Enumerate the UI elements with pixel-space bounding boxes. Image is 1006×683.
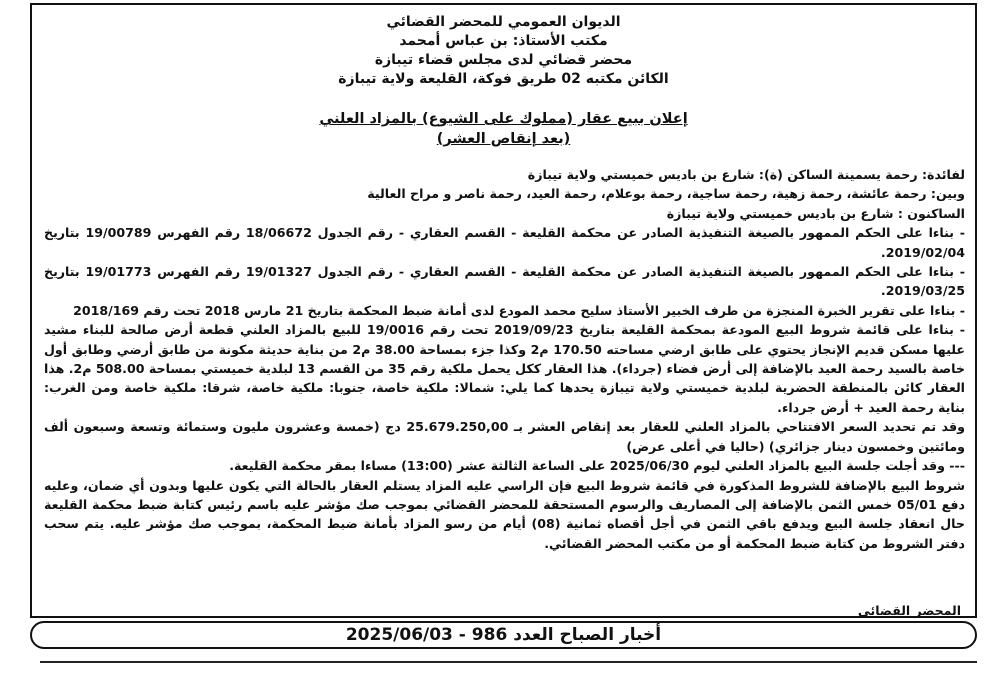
title-sub: (بعد إنقاص العشر) (436, 131, 571, 147)
residence-paragraph: الساكنون : شارع بن باديس خميستي ولاية تيبازة (666, 205, 965, 221)
header-line-3: محضر قضائي لدى مجلس قضاء تيبازة (374, 52, 633, 68)
parties-paragraph: وبين: رحمة عائشة، رحمة زهية، رحمة ساجية، رحمة بوعلام، رحمة العيد، رحمة ناصر و مراح العالية (367, 186, 965, 202)
notice-title (32, 109, 975, 149)
header-line-4: الكائن مكتبه 02 طريق فوكة، القليعة ولاية تيبازة (338, 71, 669, 87)
office-header (32, 13, 975, 89)
beneficiary-paragraph: لفائدة: رحمة يسمينة الساكن (ة): شارع بن باديس خميستي ولاية تيبازة (527, 167, 965, 182)
judgment-1-paragraph: - بناءا على الحكم الممهور بالصيغة التنفيذية الصادر عن محكمة القليعة - القسم العقاري - رقم الجدول 18/06672 رقم الفهرس 19/00789 بتاريخ 2019/02/04. (44, 225, 965, 260)
expert-report-paragraph: - بناءا على تقرير الخبرة المنجزة من طرف الخبير الأستاذ سليح محمد المودع لدى أمانة ضبط المحكمة بتاريخ 21 مارس 2018 تحت رقم 2018/169 (73, 302, 965, 318)
bottom-divider (40, 661, 977, 663)
sale-conditions-paragraph: شروط البيع بالإضافة للشروط المذكورة في قائمة شروط البيع فإن الراسي عليه المزاد يستلم العقار بالحالة التي يكون عليها وبدون أي ضمان، وعليه دفع 05/01 خمس الثمن بالإضافة إلى المصاريف والرسوم المستحقة للمحضر القضائي بموجب صك مؤشر عليه باسم رئيس كتابة ضبط محكمة القليعة حال انعقاد جلسة البيع ويدفع باقي الثمن في أجل أقصاه ثمانية (08) أيام من رسو المزاد بأمانة ضبط المحكمة، بموجب صك مؤشر عليه. يتم سحب دفتر الشروط من كتابة ضبط المحكمة أو من مكتب المحضر القضائي. (44, 477, 965, 551)
auction-date-paragraph: --- وقد أجلت جلسة البيع بالمزاد العلني ليوم 2025/06/30 على الساعة الثالثة عشر (13:00) مساءا بمقر محكمة القليعة. (229, 458, 965, 474)
property-description-paragraph: - بناءا على قائمة شروط البيع المودعة بمحكمة القليعة بتاريخ 2019/09/23 تحت رقم 19/0016 للبيع بالمزاد العلني قطعة أرض صالحة للبناء مشيد عليها مسكن قديم الإنجاز يحتوي على طابق ارضي مساحته 170.50 م2 وكذا جزء بمساحة 38.00 م2 من بناية حديثة مكونة من طابق أرضي وطابق أول خاصة بالسيد رحمة العيد بالإضافة إلى أرض فضاء (جرداء). هذا العقار ككل يحمل ملكية رقم 35 من القسم 13 لبلدية خميستي بمساحة 508.00 م2. هذا العقار كائن بالمنطقة الحضرية لبلدية خميستي ولاية تيبازة يحدها كما يلي: شمالا: ملكية خاصة، جنوبا: ملكية خاصة، شرقا: ملكية خاصة ومن الغرب: بناية رحمة العيد + أرض جرداء. (44, 322, 965, 415)
bailiff-signature: المحضر القضائي (857, 603, 961, 618)
header-line-1: الديوان العمومي للمحضر القضائي (386, 14, 621, 30)
opening-price-paragraph: وقد تم تحديد السعر الافتتاحي بالمزاد العلني للعقار بعد إنقاص العشر بـ 25.679.250,00 دج (خمسة وعشرون مليون وستمائة وتسعة وسبعون ألف ومائتين وخمسون دينار جزائري) (حاليا في أعلى عرض) (44, 419, 965, 454)
header-line-2: مكتب الأستاذ: بن عباس أمحمد (399, 33, 608, 49)
notice-body (44, 165, 965, 553)
title-main: إعلان ببيع عقار (مملوك على الشيوع) بالمزاد العلني (319, 111, 688, 127)
newspaper-footer: أخبار الصباح العدد 986 - 2025/06/03 (30, 621, 977, 649)
notice-frame (30, 3, 977, 618)
judgment-2-paragraph: - بناءا على الحكم الممهور بالصيغة التنفيذية الصادر عن محكمة القليعة - القسم العقاري - رقم الجدول 19/01327 رقم الفهرس 19/01773 بتاريخ 2019/03/25. (44, 264, 965, 299)
